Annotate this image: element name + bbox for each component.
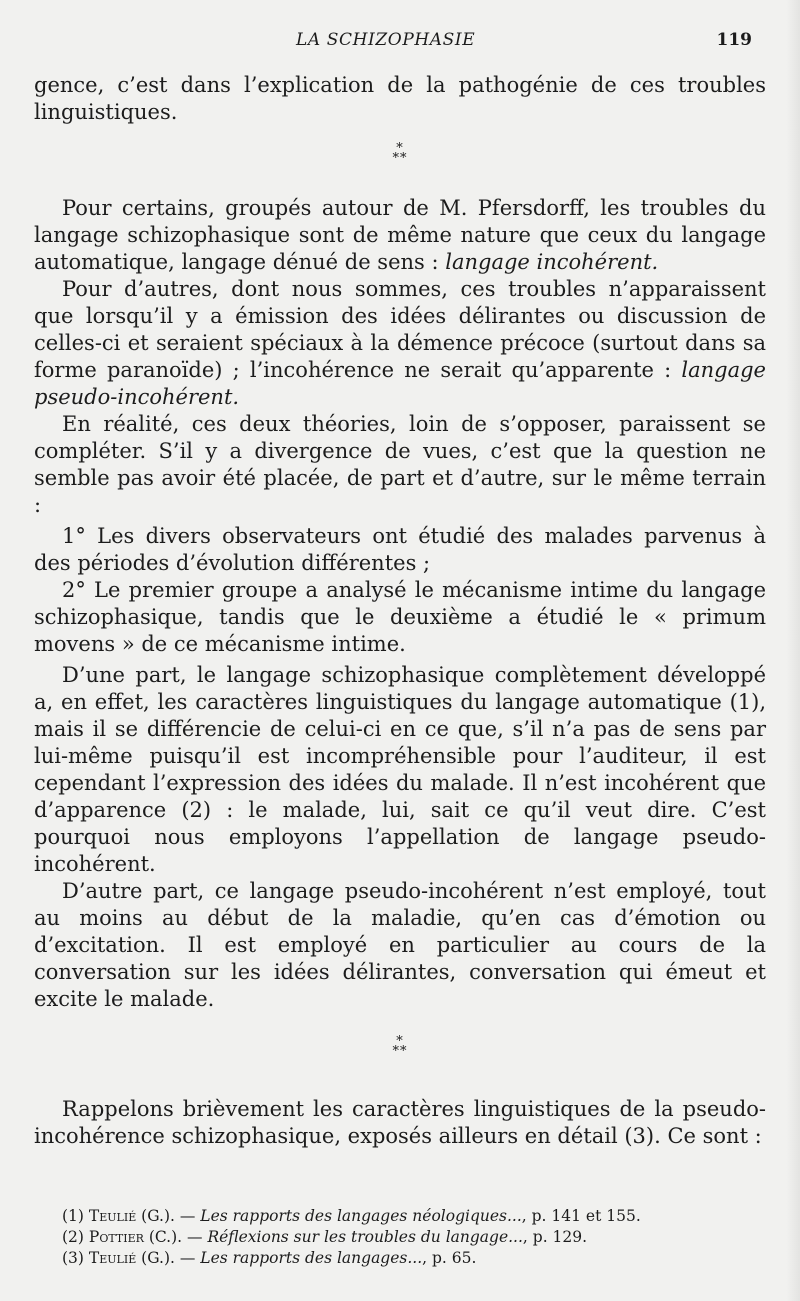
body-text: [34, 72, 766, 1150]
asterism-divider: * **: [392, 1034, 408, 1059]
emphasis-text: langage incohérent.: [445, 250, 659, 274]
list-item: 1° Les divers observateurs ont étudié des malades parvenus à des périodes d’évolution différentes ;: [34, 524, 766, 575]
paragraph: Pour d’autres, dont nous sommes, ces troubles n’apparaissent que lorsqu’il y a émission des idées délirantes ou discussion de celles-ci et seraient spéciaux à la démence précoce (surtout dans sa forme paranoïde) ; l’incohérence ne serait qu’apparente : langage pseudo-incohérent.: [34, 277, 766, 409]
paragraph: gence, c’est dans l’explication de la pathogénie de ces troubles linguistiques.: [34, 73, 766, 124]
footnote: (1) Teulié (G.). — Les rapports des langages néologiques..., p. 141 et 155.: [62, 1207, 641, 1225]
paragraph: D’une part, le langage schizophasique complètement développé a, en effet, les caractères linguistiques du langage automatique (1), mais il se différencie de celui-ci en ce que, s’il n’a pas de sens par lui-même puisqu’il est incompréhensible pour l’auditeur, il est cependant l’expression des idées du malade. Il n’est incohérent que d’apparence (2) : le malade, lui, sait ce qu’il veut dire. C’est pourquoi nous employons l’appellation de langage pseudo-incohérent.: [34, 663, 766, 876]
footnote: (3) Teulié (G.). — Les rapports des langages..., p. 65.: [62, 1249, 477, 1267]
paragraph: D’autre part, ce langage pseudo-incohérent n’est employé, tout au moins au début de la maladie, qu’en cas d’émotion ou d’excitation. Il est employé en particulier au cours de la conversation sur les idées délirantes, conversation qui émeut et excite le malade.: [34, 879, 766, 1011]
running-title: LA SCHIZOPHASIE: [296, 30, 476, 50]
asterism-divider: * **: [392, 141, 408, 166]
list-item: 2° Le premier groupe a analysé le mécanisme intime du langage schizophasique, tandis que le deuxième a étudié le « primum movens » de ce mécanisme intime.: [34, 578, 766, 656]
footnote: (2) Pottier (C.). — Réflexions sur les troubles du langage..., p. 129.: [62, 1228, 588, 1246]
page-number: 119: [716, 30, 752, 50]
page-header: [0, 30, 800, 56]
paragraph: En réalité, ces deux théories, loin de s’opposer, paraissent se compléter. S’il y a divergence de vues, c’est que la question ne semble pas avoir été placée, de part et d’autre, sur le même terrain :: [34, 412, 766, 517]
footnotes: [62, 1206, 752, 1269]
emphasis-text: langage pseudo-incohérent.: [34, 358, 766, 409]
scan-shadow: [786, 0, 800, 1301]
paragraph: Pour certains, groupés autour de M. Pfersdorff, les troubles du langage schizophasique sont de même nature que ceux du langage automatique, langage dénué de sens : langage incohérent.: [34, 196, 766, 274]
paragraph: Rappelons brièvement les caractères linguistiques de la pseudo-incohérence schizophasique, exposés ailleurs en détail (3). Ce sont :: [34, 1097, 766, 1148]
